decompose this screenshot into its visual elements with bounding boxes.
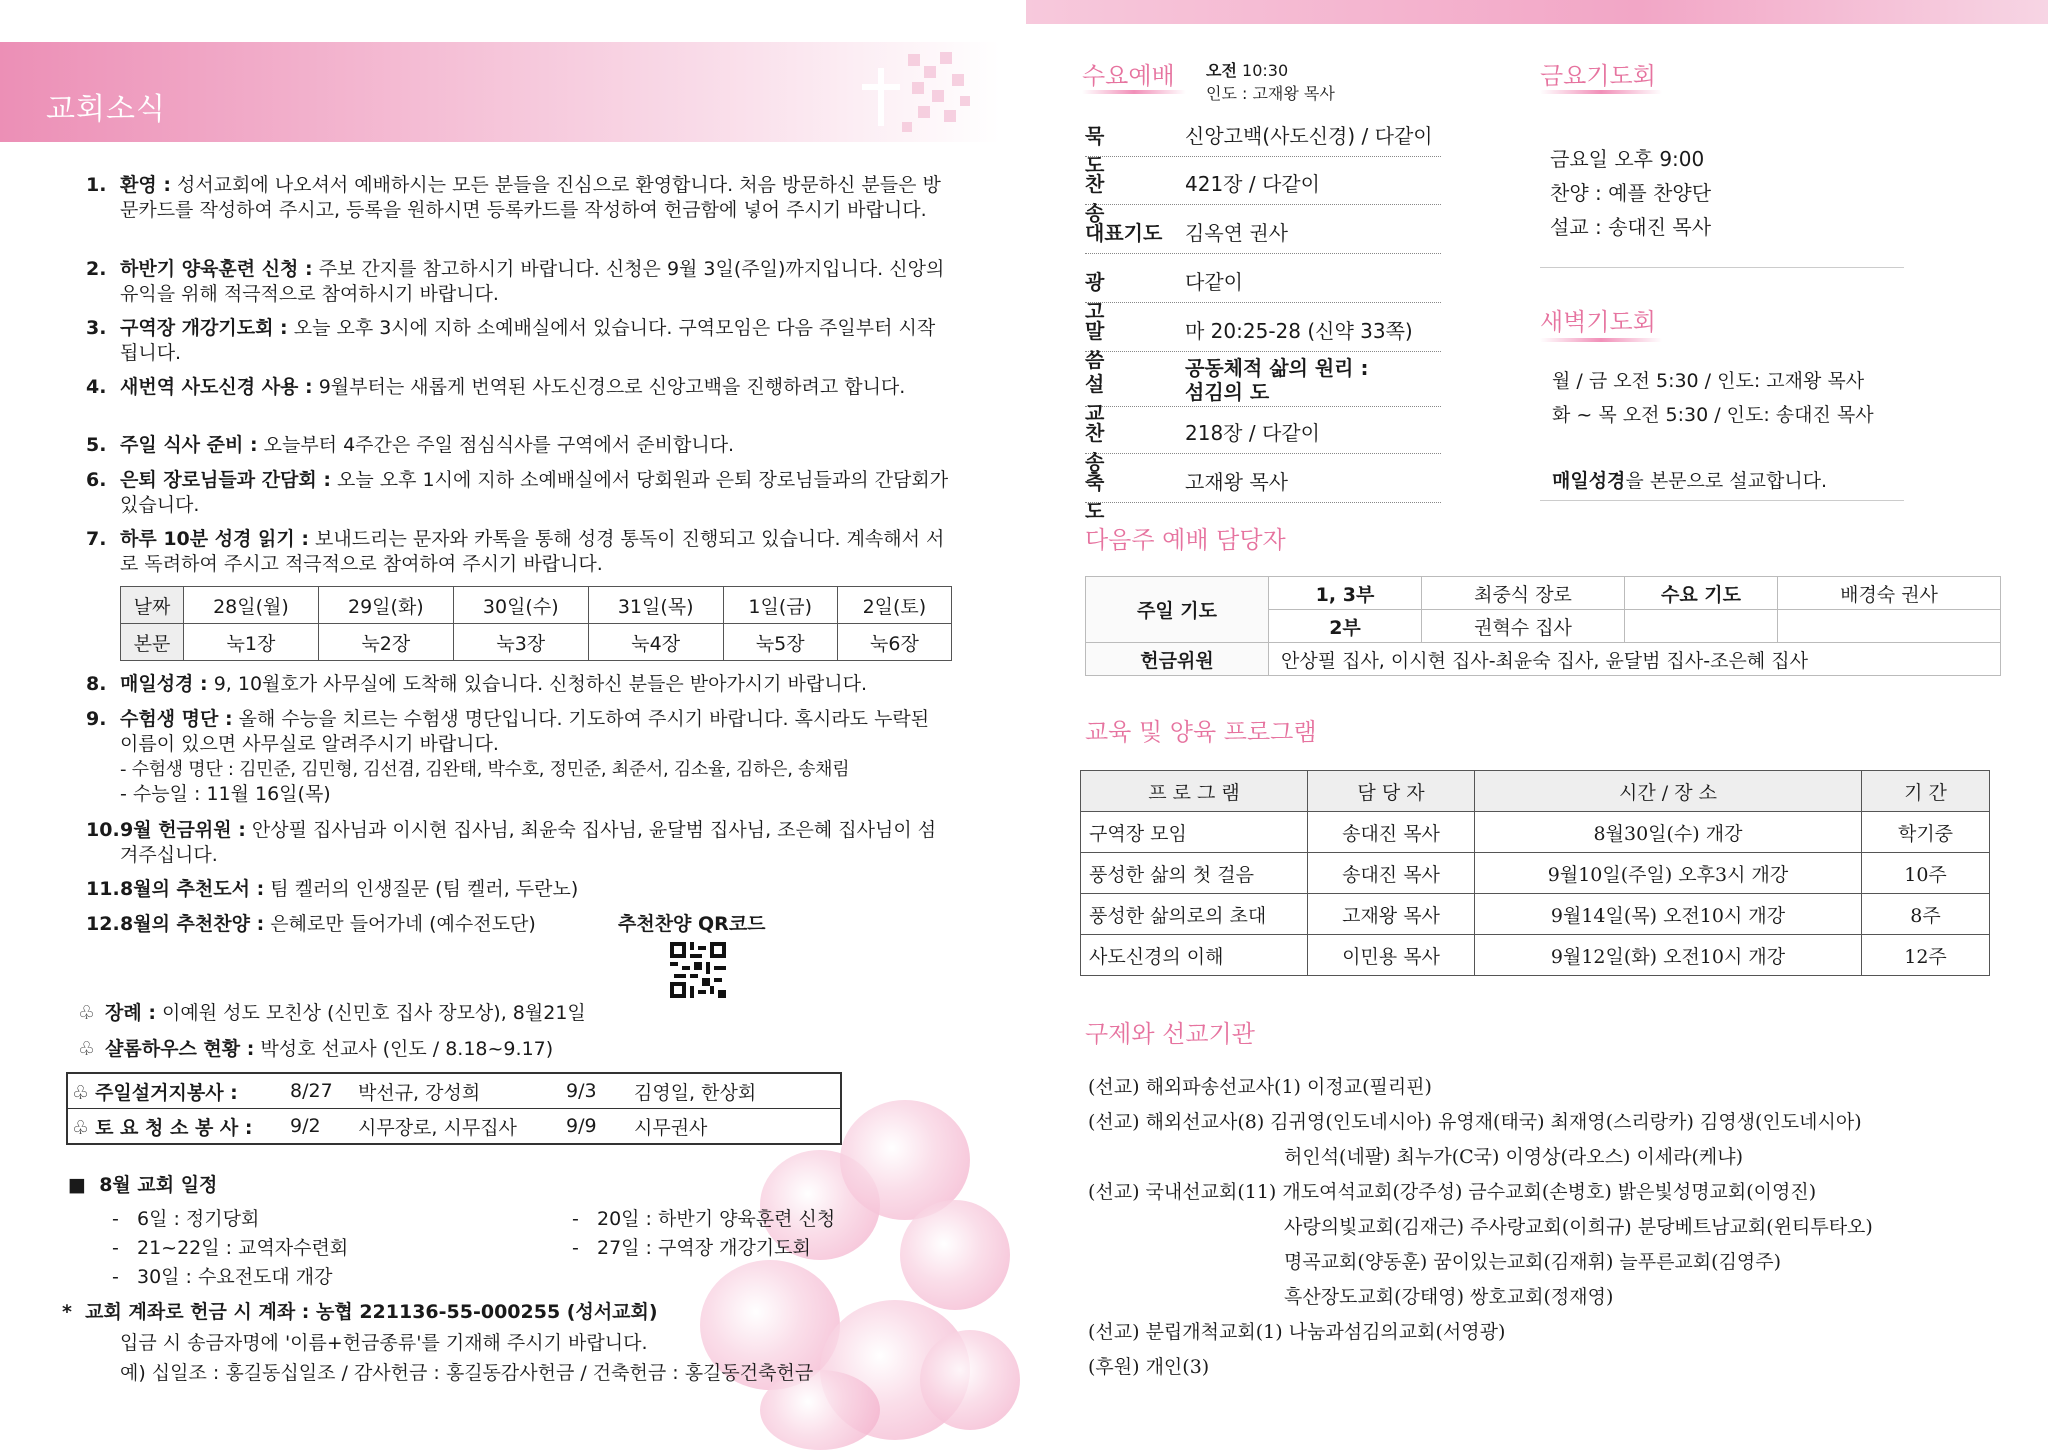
mission-line: 명곡교회(양동훈) 꿈이있는교회(김재휘) 늘푸른교회(김영주) [1284, 1251, 1782, 1273]
mission-line: 흑산장도교회(강태영) 쌍호교회(정재영) [1284, 1286, 1614, 1308]
worship-row: 말 씀 마 20:25-28 (신약 33쪽) [1085, 305, 1441, 352]
mission-line: 사랑의빛교회(김재근) 주사랑교회(이희규) 분당베트남교회(윈티투타오) [1284, 1216, 1873, 1238]
news-item-3: 3. 구역장 개강기도회 : 오늘 오후 3시에 지하 소예배실에서 있습니다. 구역모임은 다음 주일부터 시작됩니다. [86, 317, 936, 364]
education-title: 교육 및 양육 프로그램 [1085, 718, 1317, 746]
schedule-title: ■ 8월 교회 일정 [68, 1174, 218, 1196]
clover-icon: ♧ [78, 1002, 96, 1024]
qr-code-icon[interactable] [670, 942, 726, 998]
schedule-item: - 30일 : 수요전도대 개강 [112, 1266, 333, 1288]
news-item-12: 12. 8월의 추천찬양 : 은혜로만 들어가네 (예수전도단) 추천찬양 QR코드 [86, 913, 766, 935]
education-table [1080, 770, 1990, 976]
table-row: 사도신경의 이해 이민용 목사 9월12일(화) 오전10시 개강 12주 [1081, 935, 1990, 976]
schedule-item: - 6일 : 정기당회 [112, 1208, 260, 1230]
reading-table [120, 586, 952, 661]
mission-line: (후원) 개인(3) [1088, 1356, 1210, 1378]
next-week-table: 주일 기도 1, 3부 최중식 장로 수요 기도 배경숙 권사 2부 권혁수 집사 헌금위원 안상필 집사, 이시현 집사-최윤숙 집사, 윤달범 집사-조은혜 집사 [1085, 576, 2001, 676]
table-cell: 2일(토) [837, 587, 951, 624]
news-item-2: 2. 하반기 양육훈련 신청 : 주보 간지를 참고하시기 바랍니다. 신청은 9월 3일(주일)까지입니다. 신앙의 유익을 위해 적극적으로 참여하시기 바랍니다. [86, 258, 945, 305]
table-header: 시간 / 장 소 [1475, 771, 1862, 812]
next-week-title: 다음주 예배 담당자 [1085, 526, 1286, 554]
worship-row: 대표기도 김옥연 권사 [1085, 207, 1441, 254]
friday-info: 금요일 오후 9:00 찬양 : 예플 찬양단 설교 : 송대진 목사 [1550, 147, 1712, 239]
table-cell: 눅5장 [723, 624, 837, 661]
mission-line: (선교) 국내선교회(11) 개도여석교회(강주성) 금수교회(손병호) 밝은빛성명교회(이영진) [1088, 1181, 1817, 1203]
table-cell: 28일(월) [184, 587, 319, 624]
table-cell: 31일(목) [588, 587, 723, 624]
news-item-4: 4. 새번역 사도신경 사용 : 9월부터는 새롭게 번역된 사도신경으로 신앙고백을 진행하려고 합니다. [86, 376, 906, 398]
mission-line: (선교) 해외선교사(8) 김귀영(인도네시아) 유영재(태국) 최재영(스리랑카) 김영생(인도네시아) [1088, 1111, 1862, 1133]
dawn-title: 새벽기도회 [1540, 308, 1656, 336]
news-item-5: 5. 주일 식사 준비 : 오늘부터 4주간은 주일 점심식사를 구역에서 준비합니다. [86, 434, 735, 456]
account-example: 예) 십일조 : 홍길동십일조 / 감사헌금 : 홍길동감사헌금 / 건축헌금 : 홍길동건축헌금 [120, 1362, 814, 1384]
table-cell: 눅4장 [588, 624, 723, 661]
clover-icon: ♧ [72, 1116, 96, 1139]
dawn-info: 월 / 금 오전 5:30 / 인도: 고재왕 목사 화 ~ 목 오전 5:30 / 인도: 송대진 목사 [1552, 370, 1874, 426]
worship-row: 축 도 고재왕 목사 [1085, 456, 1441, 503]
divider [1540, 267, 1904, 268]
cross-icon [848, 44, 978, 144]
table-header: 담 당 자 [1308, 771, 1475, 812]
table-cell: 30일(수) [453, 587, 588, 624]
news-item-6: 6. 은퇴 장로님들과 간담회 : 오늘 오후 1시에 지하 소예배실에서 당회원과 은퇴 장로님들과의 간담회가 있습니다. [86, 469, 949, 516]
divider [1540, 500, 1904, 501]
worship-row: 찬 송 421장 / 다같이 [1085, 158, 1441, 205]
news-item-11: 11. 8월의 추천도서 : 팀 켈러의 인생질문 (팀 켈러, 두란노) [86, 878, 579, 900]
table-row: 풍성한 삶의 첫 걸음 송대진 목사 9월10일(주일) 오후3시 개강 10주 [1081, 853, 1990, 894]
table-header: 기 간 [1862, 771, 1990, 812]
notice-funeral: ♧ 장례 : 이예원 성도 모친상 (신민호 집사 장모상), 8월21일 [78, 1002, 586, 1024]
service-table: ♧ 주일설거지봉사 : 8/27 박선규, 강성희 9/3 김영일, 한상회 ♧ 토 요 청 소 봉 사 : 9/2 시무장로, 시무집사 9/9 시무권사 [66, 1072, 842, 1145]
news-item-1: 1. 환영 : 성서교회에 나오셔서 예배하시는 모든 분들을 진심으로 환영합니다. 처음 방문하신 분들은 방문카드를 작성하여 주시고, 등록을 원하시면 등록카드를 작성하여 헌금함에 넣어 주시기 바랍니다. [86, 174, 941, 221]
table-header: 본문 [121, 624, 184, 661]
worship-row: 설 교 공동체적 삶의 원리 : 섬김의 도 [1085, 354, 1441, 407]
table-row: 구역장 모임 송대진 목사 8월30일(수) 개강 학기중 [1081, 812, 1990, 853]
schedule-item: - 27일 : 구역장 개강기도회 [572, 1237, 811, 1259]
worship-row: 광 고 다같이 [1085, 256, 1441, 303]
news-item-9: 9. 수험생 명단 : 올해 수능을 치르는 수험생 명단입니다. 기도하여 주시기 바랍니다. 혹시라도 누락된 이름이 있으면 사무실로 알려주시기 바랍니다. - 수험생 명단 : 김민준, 김민형, 김선겸, 김완태, 박수호, 정민준, 최준서, 김소율, 김하은, 송채림 - 수능일 : 11월 16일(목) [86, 707, 952, 807]
page-title: 교회소식 [46, 92, 166, 127]
mission-title: 구제와 선교기관 [1085, 1020, 1255, 1048]
table-cell: 눅1장 [184, 624, 319, 661]
wednesday-time: 오전 10:30 [1206, 61, 1289, 80]
wednesday-leader: 인도 : 고재왕 목사 [1206, 84, 1335, 103]
worship-row: 묵 도 신앙고백(사도신경) / 다같이 [1085, 110, 1441, 157]
table-cell: 29일(화) [318, 587, 453, 624]
news-item-8: 8. 매일성경 : 9, 10월호가 사무실에 도착해 있습니다. 신청하신 분들은 받아가시기 바랍니다. [86, 673, 868, 695]
notice-shalom-house: ♧ 샬롬하우스 현황 : 박성호 선교사 (인도 / 8.18~9.17) [78, 1038, 554, 1060]
dawn-note: 매일성경을 본문으로 설교합니다. [1552, 470, 1828, 492]
account-note: 입금 시 송금자명에 '이름+헌금종류'를 기재해 주시기 바랍니다. [120, 1332, 648, 1354]
friday-title: 금요기도회 [1540, 62, 1656, 90]
table-cell: 1일(금) [723, 587, 837, 624]
exam-date: - 수능일 : 11월 16일(목) [120, 783, 331, 805]
top-decor-bar [1026, 0, 2048, 24]
clover-icon: ♧ [78, 1038, 96, 1060]
mission-line: (선교) 분립개척교회(1) 나눔과섬김의교회(서영광) [1088, 1321, 1506, 1343]
table-cell: 눅6장 [837, 624, 951, 661]
table-row: 풍성한 삶의로의 초대 고재왕 목사 9월14일(목) 오전10시 개강 8주 [1081, 894, 1990, 935]
title-underline [1082, 90, 1186, 94]
mission-line: (선교) 해외파송선교사(1) 이정교(필리핀) [1088, 1076, 1432, 1098]
mission-line: 허인석(네팔) 최누가(C국) 이영상(라오스) 이세라(케냐) [1284, 1146, 1744, 1168]
title-underline [1540, 338, 1662, 342]
table-header: 프 로 그 램 [1081, 771, 1308, 812]
wednesday-title: 수요예배 [1082, 62, 1175, 90]
clover-icon: ♧ [72, 1081, 96, 1104]
title-underline [1540, 90, 1662, 94]
schedule-item: - 21~22일 : 교역자수련회 [112, 1237, 349, 1259]
student-list: - 수험생 명단 : 김민준, 김민형, 김선겸, 김완태, 박수호, 정민준, 최준서, 김소율, 김하은, 송채림 [120, 759, 850, 780]
table-cell: 눅3장 [453, 624, 588, 661]
table-cell: 눅2장 [318, 624, 453, 661]
news-item-7: 7. 하루 10분 성경 읽기 : 보내드리는 문자와 카톡을 통해 성경 통독이 진행되고 있습니다. 계속해서 서로 독려하여 주시고 적극적으로 참여하여 주시기 바랍니다. [86, 528, 945, 575]
news-item-10: 10. 9월 헌금위원 : 안상필 집사님과 이시현 집사님, 최윤숙 집사님, 윤달범 집사님, 조은혜 집사님이 섬겨주십니다. [86, 819, 937, 866]
account-info: * 교회 계좌로 헌금 시 계좌 : 농협 221136-55-000255 (성서교회) [62, 1301, 658, 1323]
table-header: 날짜 [121, 587, 184, 624]
worship-row: 찬 송 218장 / 다같이 [1085, 407, 1441, 454]
schedule-item: - 20일 : 하반기 양육훈련 신청 [572, 1208, 836, 1230]
qr-label: 추천찬양 QR코드 [618, 913, 766, 935]
